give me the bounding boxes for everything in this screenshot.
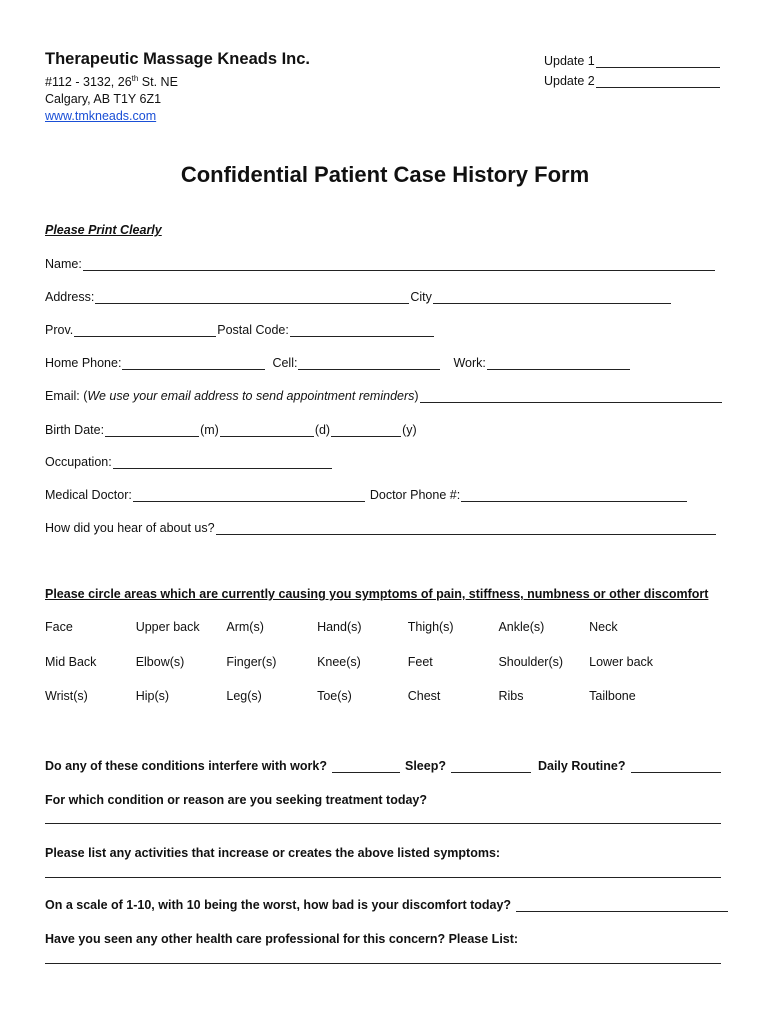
reason-label: For which condition or reason are you seeking treatment today? [45, 793, 428, 807]
area-option[interactable]: Ankle(s) [498, 620, 545, 634]
doctor-phone-line[interactable] [461, 490, 687, 502]
month-label: (m) [200, 423, 219, 437]
address-prefix: #112 - 3132, 26 [45, 75, 132, 90]
interfere-row [45, 759, 722, 773]
doctor-row [45, 488, 688, 502]
email-suffix: ) [414, 389, 419, 403]
area-option[interactable]: Thigh(s) [407, 620, 454, 634]
home-phone-label: Home Phone: [45, 356, 122, 370]
reason-question [45, 793, 427, 807]
area-option[interactable]: Tailbone [589, 689, 636, 703]
work-label: Work: [453, 356, 486, 370]
update-2 [544, 74, 721, 88]
cell-line[interactable] [298, 358, 440, 370]
area-option[interactable]: Neck [589, 620, 618, 634]
work-interfere-line[interactable] [332, 761, 400, 773]
prov-row [45, 323, 435, 337]
birth-year-line[interactable] [331, 425, 401, 437]
phone-row [45, 356, 631, 370]
occupation-row [45, 455, 333, 469]
area-option[interactable]: Finger(s) [226, 654, 277, 669]
area-option[interactable]: Elbow(s) [135, 654, 185, 669]
update-1-line[interactable] [596, 56, 720, 68]
sleep-label: Sleep? [404, 759, 446, 773]
scale-question [45, 898, 729, 912]
city-label: City [410, 290, 432, 304]
sleep-line[interactable] [451, 761, 531, 773]
area-option[interactable]: Face [45, 620, 73, 634]
activities-label: Please list any activities that increase or creates the above listed symptoms: [45, 846, 501, 860]
day-label: (d) [314, 423, 331, 437]
area-option[interactable]: Upper back [135, 620, 200, 634]
area-option[interactable]: Arm(s) [226, 620, 264, 634]
postal-line[interactable] [290, 325, 434, 337]
scale-line[interactable] [516, 900, 728, 912]
street-address [45, 74, 178, 89]
routine-label: Daily Routine? [537, 759, 626, 773]
areas-heading: Please circle areas which are currently causing you symptoms of pain, stiffness, numbness or other discomfort [45, 587, 709, 601]
page-title: Confidential Patient Case History Form [180, 162, 590, 187]
city-line-field[interactable] [433, 292, 671, 304]
area-option[interactable]: Hip(s) [135, 689, 170, 703]
area-option[interactable]: Leg(s) [226, 689, 262, 703]
areas-row [45, 620, 680, 655]
activities-question [45, 846, 500, 860]
other-professional-line[interactable] [45, 950, 721, 964]
work-line[interactable] [487, 358, 630, 370]
occupation-label: Occupation: [45, 455, 112, 469]
area-option[interactable]: Lower back [589, 654, 654, 669]
areas-row [45, 655, 680, 690]
area-option[interactable]: Knee(s) [317, 654, 361, 669]
city-line: Calgary, AB T1Y 6Z1 [45, 92, 162, 106]
areas-row [45, 689, 680, 724]
interfere-label: Do any of these conditions interfere with work? [45, 759, 327, 773]
occupation-line[interactable] [113, 457, 332, 469]
birth-day-line[interactable] [220, 425, 314, 437]
scale-label: On a scale of 1-10, with 10 being the worst, how bad is your discomfort today? [45, 898, 512, 912]
reason-line[interactable] [45, 810, 721, 824]
update-2-label: Update 2 [544, 74, 595, 88]
area-option[interactable]: Feet [407, 654, 433, 669]
doctor-line[interactable] [133, 490, 365, 502]
name-label: Name: [45, 257, 82, 271]
address-suffix: St. NE [138, 75, 178, 90]
birth-label: Birth Date: [45, 423, 105, 437]
address-sup: th [131, 74, 139, 83]
update-1-label: Update 1 [544, 54, 595, 68]
website-link[interactable]: www.tmkneads.com [45, 109, 157, 123]
update-2-line[interactable] [596, 76, 720, 88]
home-phone-line[interactable] [122, 358, 265, 370]
cell-label: Cell: [272, 356, 298, 370]
update-1 [544, 54, 721, 68]
areas-grid [45, 620, 680, 724]
area-option[interactable]: Toe(s) [317, 689, 352, 703]
name-row [45, 257, 716, 271]
area-option[interactable]: Wrist(s) [45, 689, 88, 703]
company-name: Therapeutic Massage Kneads Inc. [45, 50, 311, 68]
address-row [45, 290, 672, 304]
email-note: We use your email address to send appointment reminders [87, 389, 415, 403]
other-professional-question [45, 932, 518, 946]
postal-label: Postal Code: [217, 323, 289, 337]
area-option[interactable]: Mid Back [45, 654, 97, 669]
routine-line[interactable] [631, 761, 721, 773]
print-note: Please Print Clearly [45, 223, 162, 237]
activities-line[interactable] [45, 864, 721, 878]
birth-month-line[interactable] [105, 425, 199, 437]
email-line[interactable] [420, 391, 722, 403]
area-option[interactable]: Chest [407, 689, 441, 703]
doctor-label: Medical Doctor: [45, 488, 132, 502]
address-label: Address: [45, 290, 95, 304]
year-label: (y) [402, 423, 417, 437]
area-option[interactable]: Shoulder(s) [498, 654, 564, 669]
address-line[interactable] [95, 292, 409, 304]
email-row [45, 389, 723, 403]
prov-line[interactable] [74, 325, 216, 337]
other-professional-label: Have you seen any other health care professional for this concern? Please List: [45, 932, 519, 946]
hear-row [45, 521, 717, 535]
doctor-phone-label: Doctor Phone #: [369, 488, 461, 502]
birth-row [45, 423, 417, 437]
area-option[interactable]: Ribs [498, 689, 524, 703]
prov-label: Prov. [45, 323, 74, 337]
name-line[interactable] [83, 259, 715, 271]
hear-label: How did you hear of about us? [45, 521, 215, 535]
area-option[interactable]: Hand(s) [317, 620, 362, 634]
hear-line[interactable] [216, 523, 716, 535]
email-prefix: Email: ( [45, 389, 88, 403]
